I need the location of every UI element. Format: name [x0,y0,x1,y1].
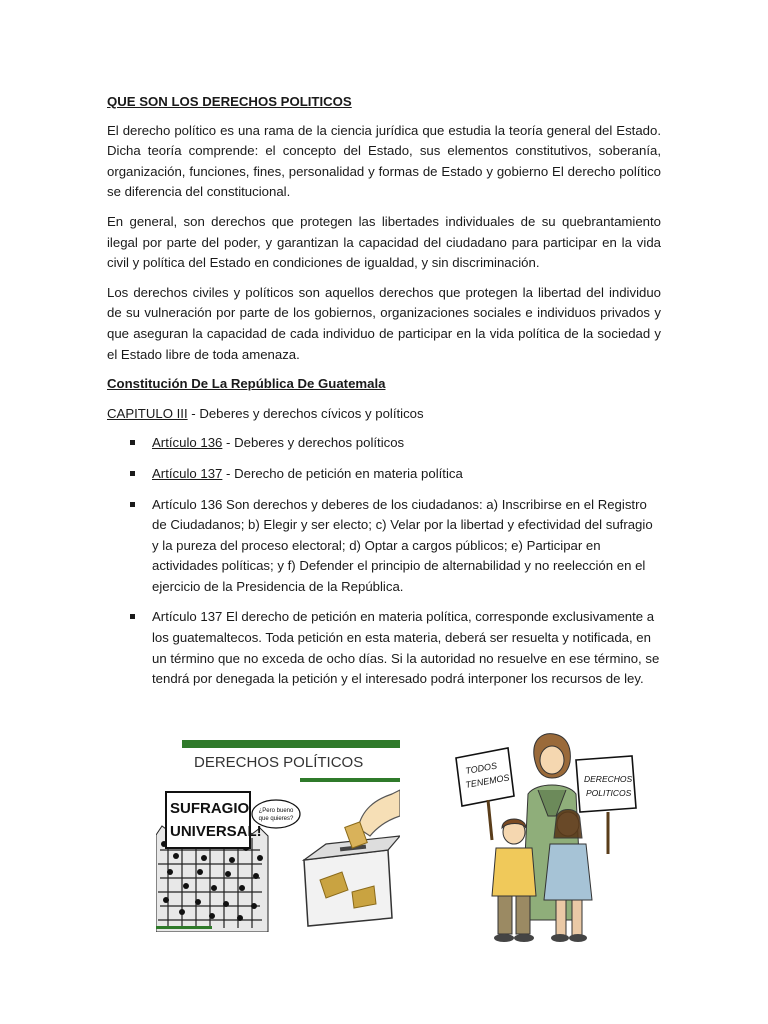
paragraph: Los derechos civiles y políticos son aquellos derechos que protegen la libertad del individuo de su vulneración por parte de los gobiernos, organizaciones sociales e individuos privados y que aseguran la capacidad de cada individuo de participar en la vida política de la sociedad y el Estado libre de toda amenaza. [107,284,661,362]
list-item [152,607,661,689]
ballot-box-icon [304,836,400,926]
article-text: - Derecho de petición en materia política [222,465,463,481]
bubble-text: que quieres? [258,816,294,822]
list-item [152,464,661,485]
page-title: QUE SON LOS DERECHOS POLITICOS [107,94,352,109]
protesters-illustration [452,720,644,948]
sign-text: UNIVERSAL! [170,823,262,840]
sign-text: TODOS [464,760,498,776]
sign-text: SUFRAGIO [170,800,250,817]
list-item [152,433,661,454]
paragraph: En general, son derechos que protegen las libertades individuales de su quebrantamiento ilegal por parte del poder, y garantizan la capacidad del ciudadano para participar en la vida civil y política del Estado en condiciones de igualdad, y sin discriminación. [107,213,661,271]
derechos-politicos-illustration [156,740,400,932]
article-list [107,433,661,690]
document-page [107,92,661,700]
sign-text: DERECHOS [584,774,633,784]
article-link[interactable]: Artículo 137 [152,465,223,481]
chapter-link[interactable]: CAPITULO III [107,405,188,421]
article-text: - Deberes y derechos políticos [222,435,405,451]
illustration-banner: DERECHOS POLÍTICOS [194,754,364,771]
article-text: Artículo 137 El derecho de petición en materia política, corresponde exclusivamente a los guatemaltecos. Toda petición en esta materia, deberá ser resuelta y notificada, en un término que no exceda de ocho días. Si la autoridad no resuelve en ese término, se tendrá por denegada la petición y el interesado podrá interponer los recursos de ley. [152,609,660,687]
paragraph: El derecho político es una rama de la ciencia jurídica que estudia la teoría general del Estado. Dicha teoría comprende: el concepto del Estado, sus elementos constitutivos, soberanía, organización, funciones, fines, personalidad y formas de Estado y gobierno El derecho político se diferencia del constitucional. [107,122,661,200]
speech-bubble [252,800,300,828]
list-item [152,495,661,598]
section-heading: Constitución De La República De Guatemala [107,376,386,392]
bubble-text: ¿Pero bueno [258,808,294,814]
chapter-text: - Deberes y derechos cívicos y políticos [187,405,424,421]
chapter-line [107,404,661,425]
sign-text: POLITICOS [586,788,632,798]
sign-text: TENEMOS [464,772,511,790]
article-link[interactable]: Artículo 136 [152,435,223,451]
article-text: Artículo 136 Son derechos y deberes de los ciudadanos: a) Inscribirse en el Registro de Ciudadanos; b) Elegir y ser electo; c) Velar por la libertad y efectividad del sufragio y la pureza del proceso electoral; d) Optar a cargos públicos; e) Participar en actividades políticas; y f) Defender el principio de alternabilidad y no reelección en el ejercicio de la Presidencia de la República. [152,496,653,594]
